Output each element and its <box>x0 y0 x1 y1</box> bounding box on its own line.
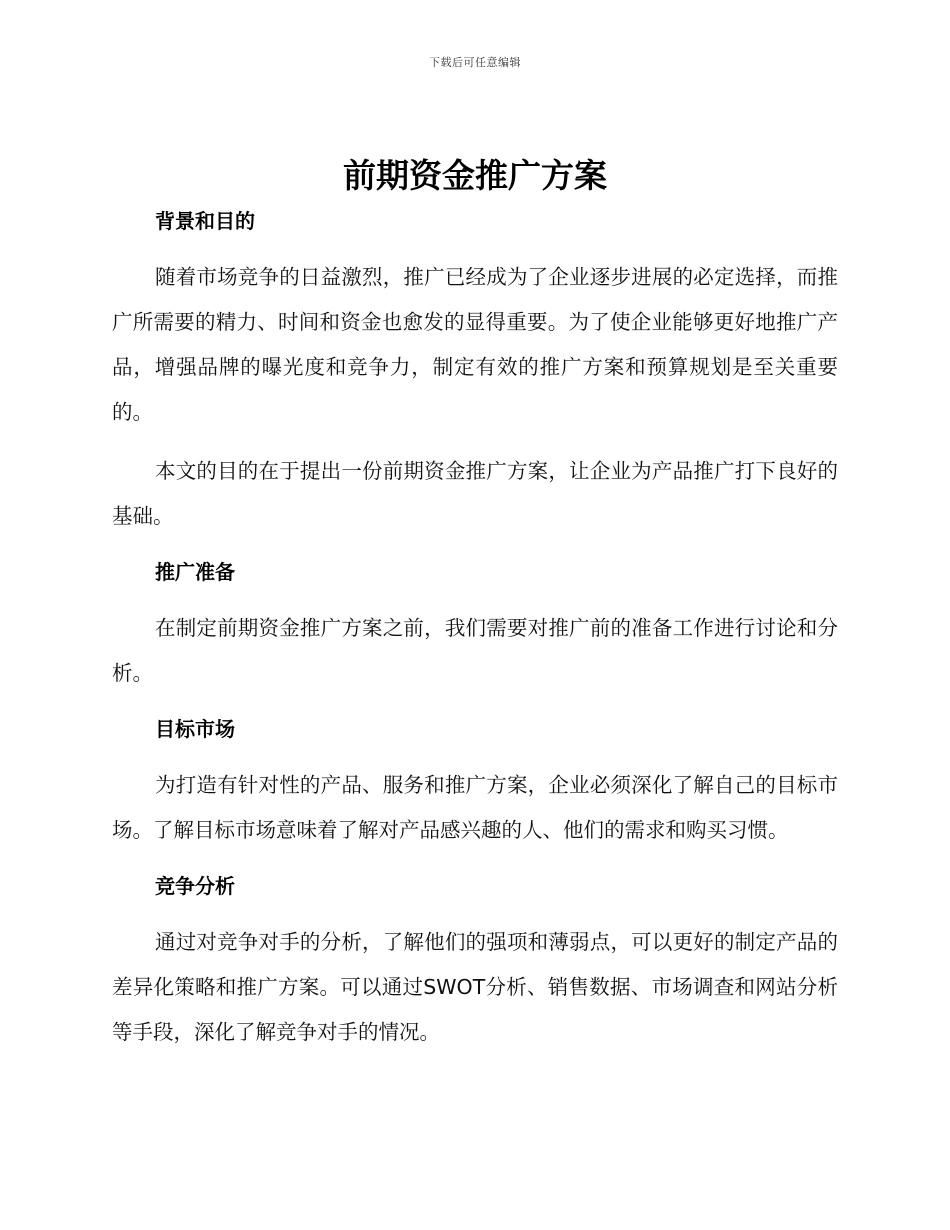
paragraph: 为打造有针对性的产品、服务和推广方案，企业必须深化了解自己的目标市场。了解目标市场意味着了解对产品感兴趣的人、他们的需求和购买习惯。 <box>112 773 838 842</box>
section-heading-preparation: 推广准备 <box>155 560 235 584</box>
paragraph: 在制定前期资金推广方案之前，我们需要对推广前的准备工作进行讨论和分析。 <box>112 616 838 685</box>
section-heading-background: 背景和目的 <box>155 209 255 233</box>
section-heading-target-market: 目标市场 <box>155 717 235 741</box>
paragraph: 随着市场竞争的日益激烈，推广已经成为了企业逐步进展的必定选择，而推广所需要的精力、时间和资金也愈发的显得重要。为了使企业能够更好地推广产品，增强品牌的曝光度和竞争力，制定有效的推广方案和预算规划是至关重要的。 <box>112 265 838 424</box>
page-header-note: 下载后可任意编辑 <box>429 56 521 69</box>
paragraph: 通过对竞争对手的分析，了解他们的强项和薄弱点，可以更好的制定产品的差异化策略和推广方案。可以通过SWOT分析、销售数据、市场调查和网站分析等手段，深化了解竞争对手的情况。 <box>112 930 838 1044</box>
section-heading-competition-analysis: 竞争分析 <box>155 874 235 898</box>
document-body <box>112 200 838 1055</box>
document-title: 前期资金推广方案 <box>343 156 607 195</box>
paragraph: 本文的目的在于提出一份前期资金推广方案，让企业为产品推广打下良好的基础。 <box>112 459 838 528</box>
